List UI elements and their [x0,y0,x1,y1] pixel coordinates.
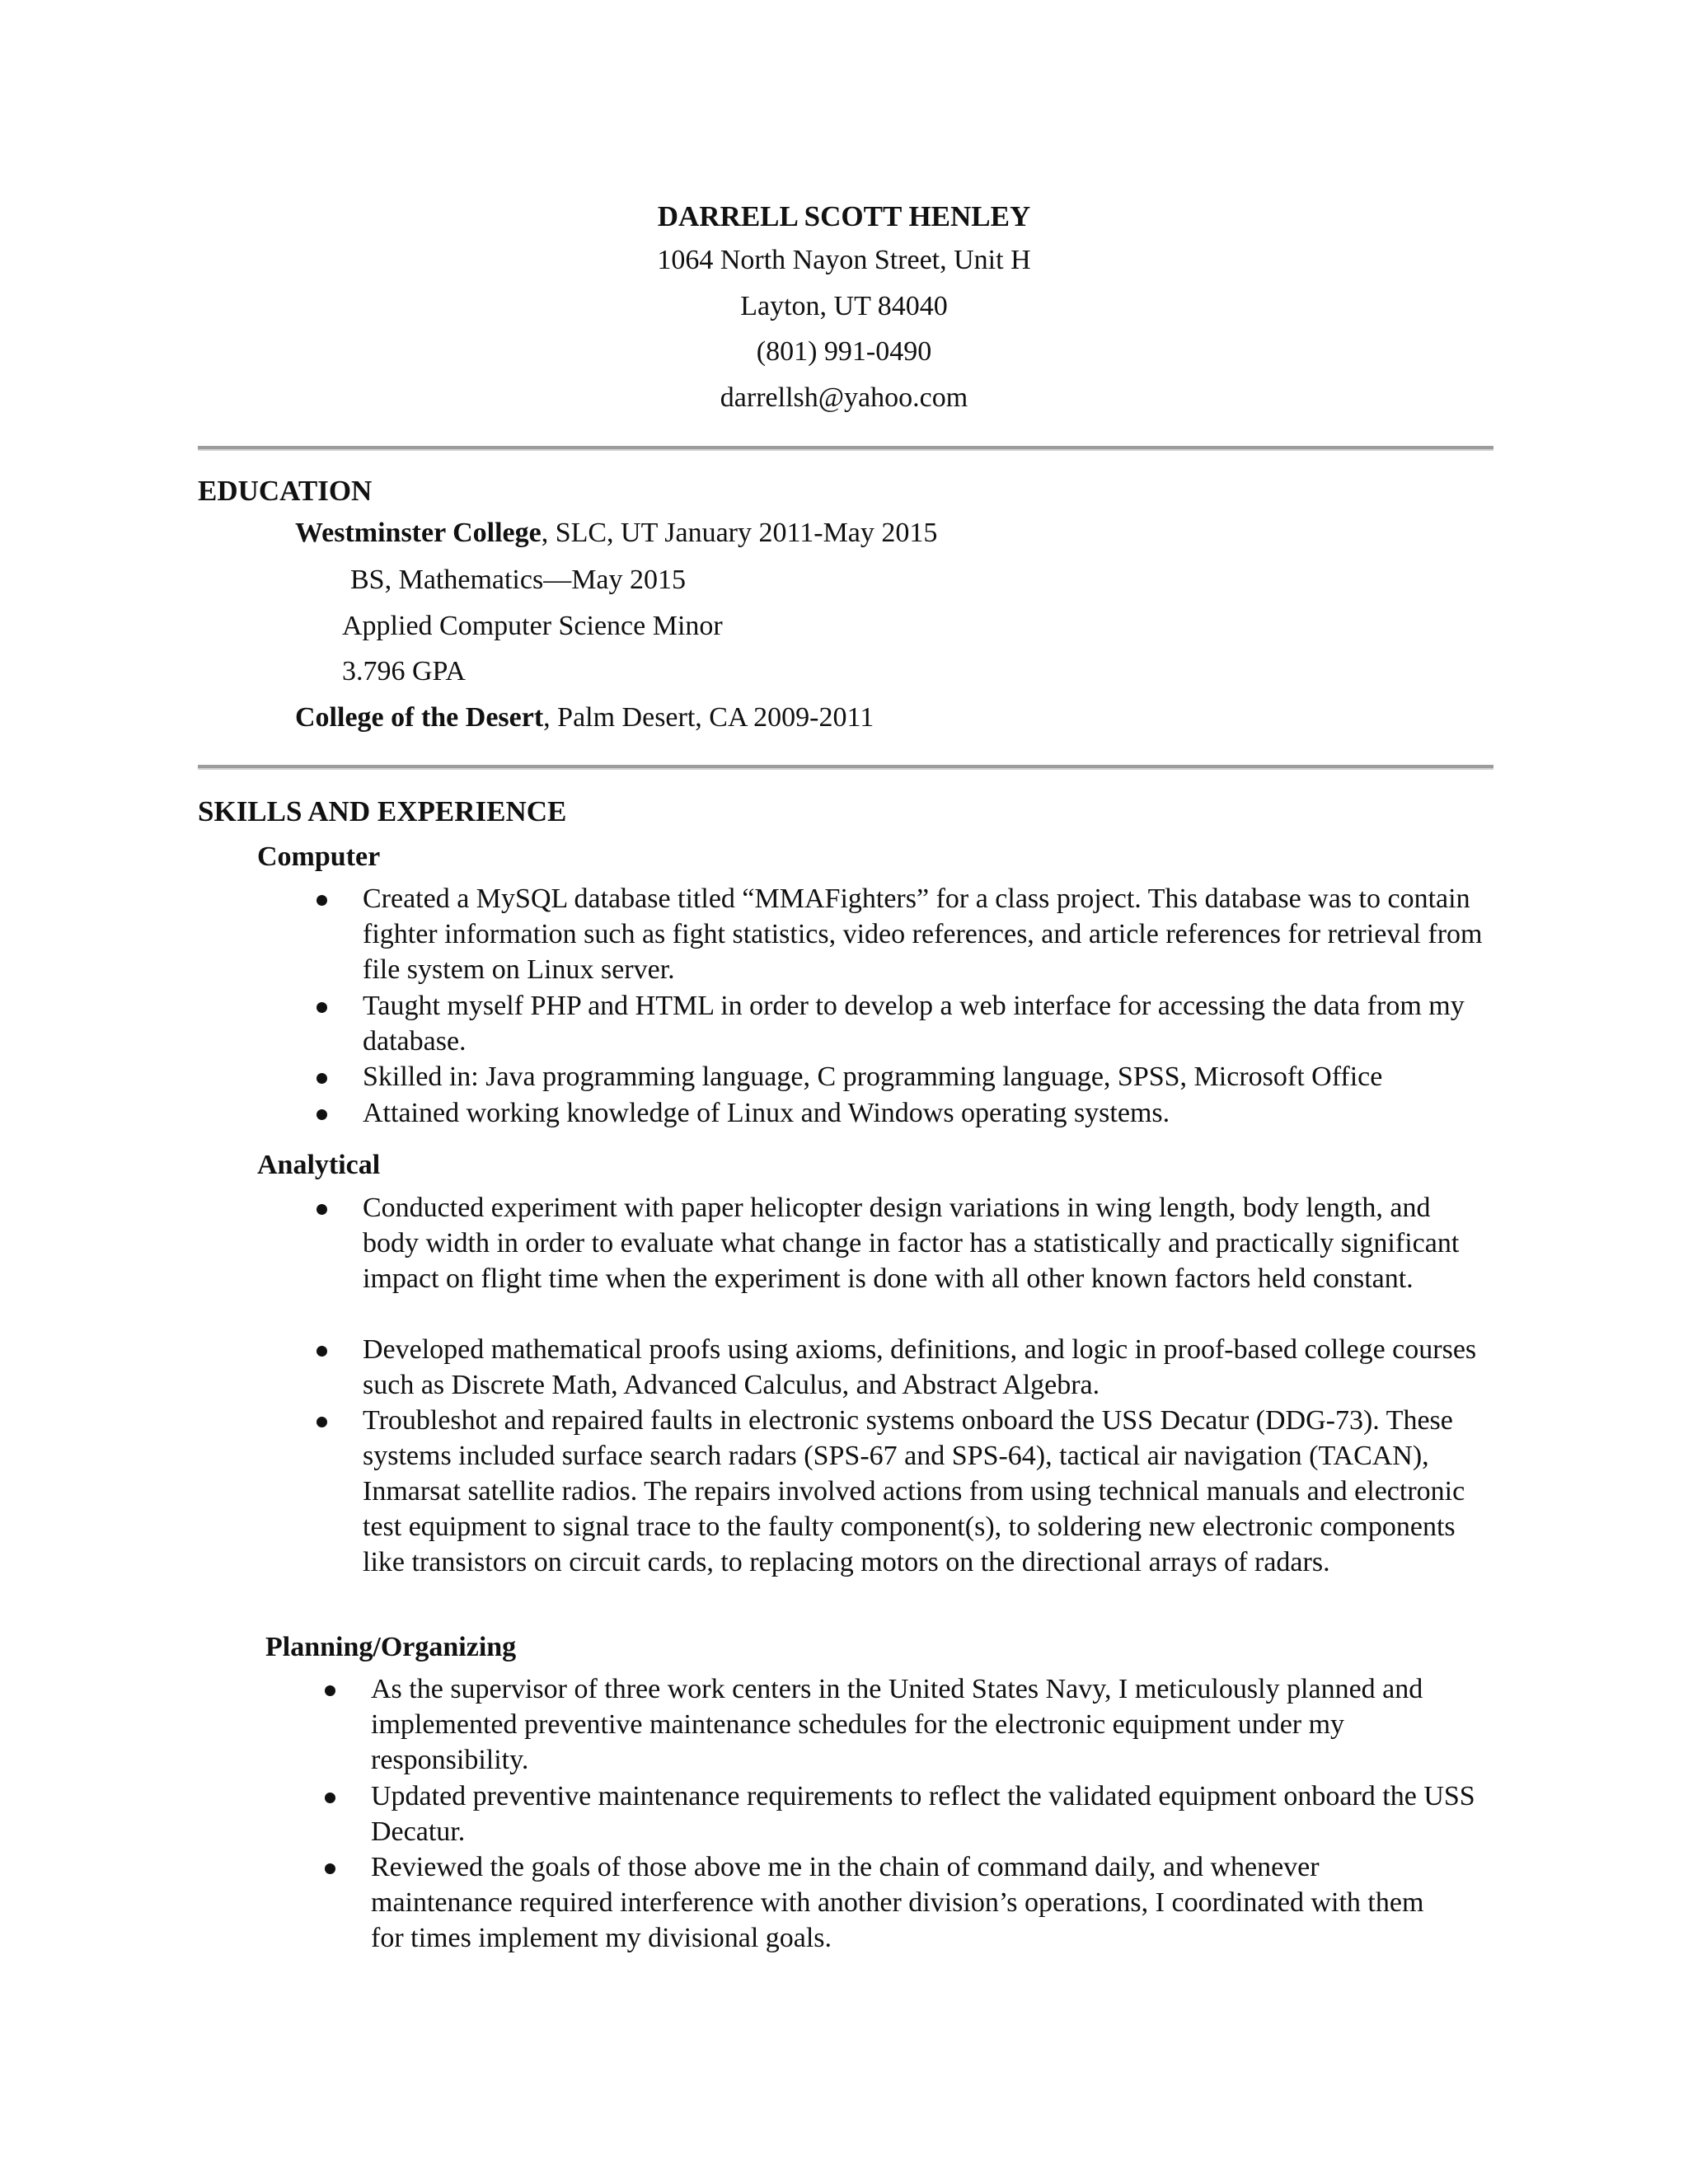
bullet-icon [325,1793,335,1803]
bullet-icon [316,1346,327,1357]
education-divider [198,765,1493,770]
applicant-name: DARRELL SCOTT HENLEY [657,200,1031,232]
header-divider [198,446,1493,451]
computer-item-2: Taught myself PHP and HTML in order to develop a web interface for accessing the data from my database. [363,991,1465,1057]
gpa: 3.796 GPA [342,656,466,687]
address-line-2: Layton, UT 84040 [740,291,948,321]
minor: Applied Computer Science Minor [342,611,723,641]
planning-item-3: Reviewed the goals of those above me in the chain of command daily, and whenever maintenance required interference with another division’s operations, I coordinated with them for times implement my divisional goals. [371,1852,1424,1953]
planning-item-2: Updated preventive maintenance requirements to reflect the validated equipment onboard the USS Decatur. [371,1781,1475,1847]
school-1-line [295,516,937,551]
analytical-item-1: Conducted experiment with paper helicopter design variations in wing length, body length, and body width in order to evaluate what change in factor has a statistically and practically significant impact on flight time when the experiment is done with all other known factors held constant. [363,1193,1460,1294]
bullet-icon [316,1204,327,1215]
email-address: darrellsh@yahoo.com [720,382,968,413]
education-heading: EDUCATION [198,475,373,507]
bullet-icon [316,1109,327,1120]
school-1-name: Westminster College [295,518,542,548]
degree: BS, Mathematics—May 2015 [350,565,687,595]
address-line-1: 1064 North Nayon Street, Unit H [657,245,1031,275]
planning-item-1: As the supervisor of three work centers in the United States Navy, I meticulously planned and implemented preventive maintenance schedules for the electronic equipment under my responsibility. [371,1674,1423,1775]
bullet-icon [316,1073,327,1084]
planning-heading: Planning/Organizing [265,1632,517,1662]
phone-number: (801) 991-0490 [756,336,932,367]
analytical-item-3: Troubleshot and repaired faults in electronic systems onboard the USS Decatur (DDG-73). These systems included surface search radars (SPS-67 and SPS-64), tactical air navigation (TACAN), Inmarsat satellite radios. The repairs involved actions from using technical manuals and electronic test equipment to signal trace to the faulty component(s), to soldering new electronic components like transistors on circuit cards, to replacing motors on the directional arrays of radars. [363,1405,1465,1577]
school-2-name: College of the Desert [295,702,544,733]
school-2-details: , Palm Desert, CA 2009-2011 [543,702,874,733]
analytical-item-2: Developed mathematical proofs using axioms, definitions, and logic in proof-based college courses such as Discrete Math, Advanced Calculus, and Abstract Algebra. [363,1334,1477,1400]
bullet-icon [316,1002,327,1013]
school-2-line [295,701,874,735]
bullet-icon [325,1685,335,1696]
computer-item-3: Skilled in: Java programming language, C programming language, SPSS, Microsoft Office [363,1062,1383,1092]
bullet-icon [316,1417,327,1427]
computer-item-1: Created a MySQL database titled “MMAFighters” for a class project. This database was to contain fighter information such as fight statistics, video references, and article references for retrieval from file system on Linux server. [363,883,1483,985]
analytical-heading: Analytical [257,1150,381,1180]
skills-heading: SKILLS AND EXPERIENCE [198,795,567,827]
school-1-details: , SLC, UT January 2011-May 2015 [541,518,938,548]
computer-heading: Computer [257,841,381,872]
bullet-icon [316,895,327,906]
bullet-icon [325,1863,335,1874]
computer-item-4: Attained working knowledge of Linux and Windows operating systems. [363,1098,1170,1128]
